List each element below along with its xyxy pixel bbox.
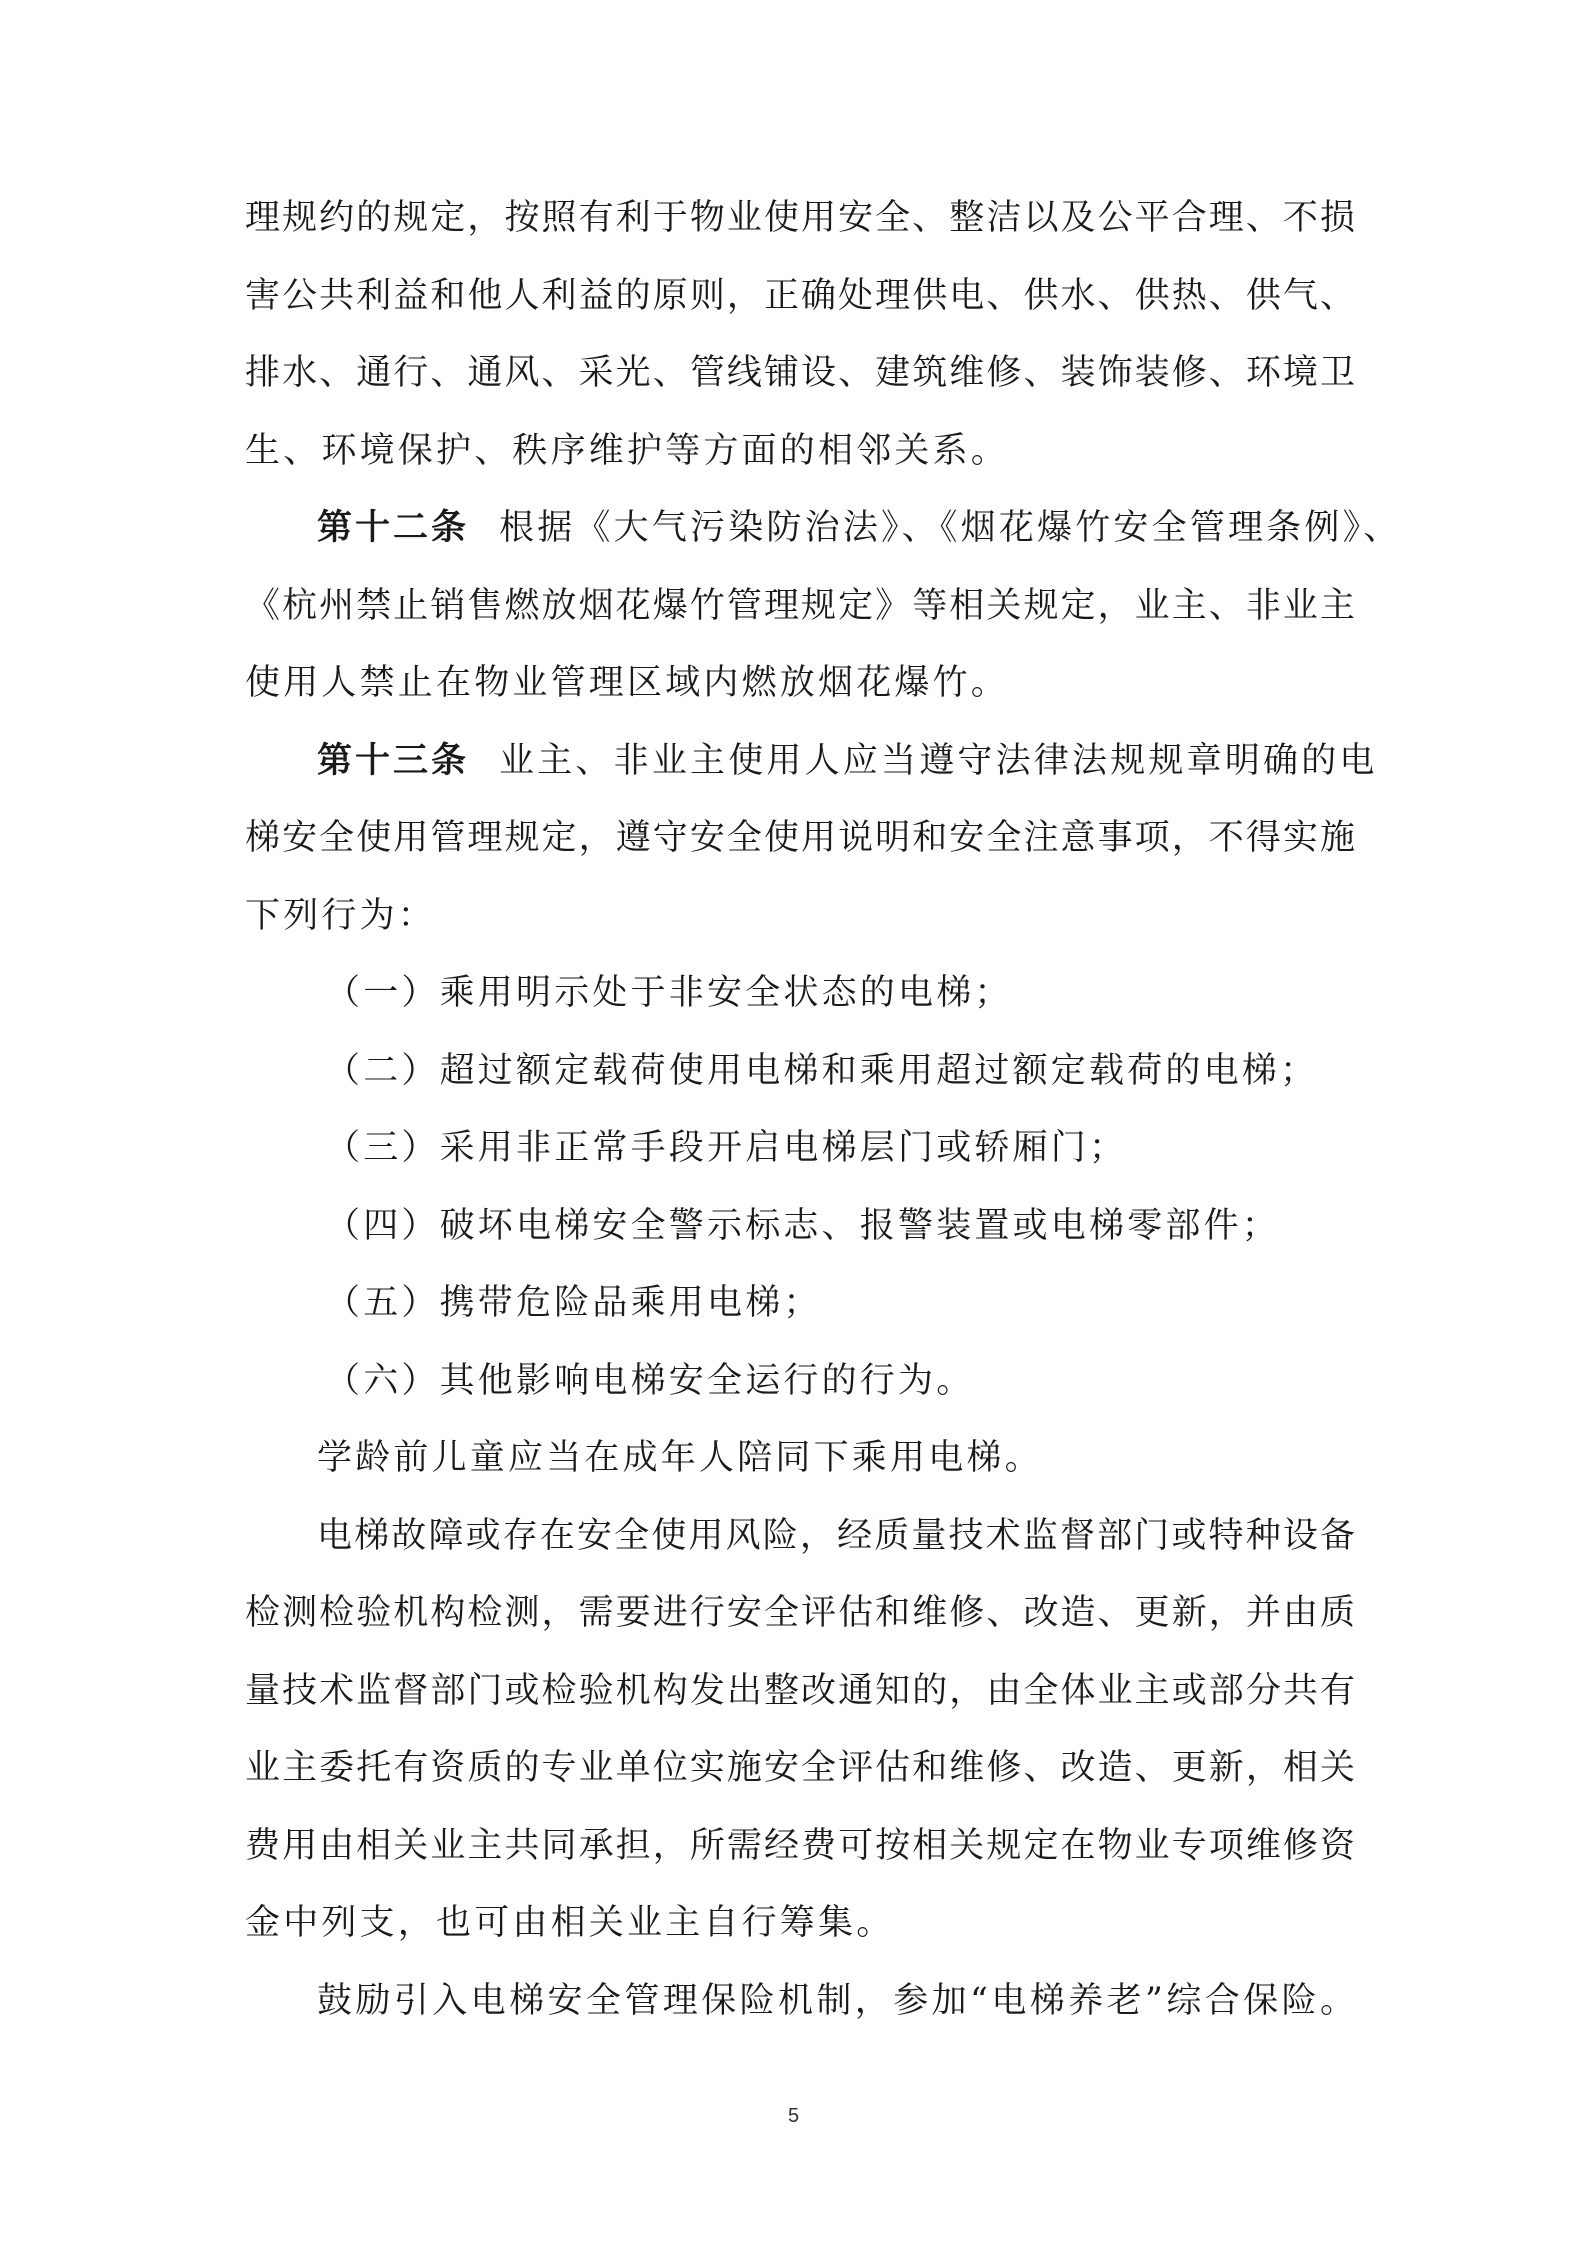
paragraph-line: 理规约的规定，按照有利于物业使用安全、整洁以及公平合理、不损 (245, 198, 1355, 238)
list-item: （四）破坏电梯安全警示标志、报警装置或电梯零部件； (325, 1206, 1281, 1246)
paragraph-line: 金中列支，也可由相关业主自行筹集。 (245, 1903, 895, 1943)
paragraph-line: 生、环境保护、秩序维护等方面的相邻关系。 (245, 431, 1010, 471)
paragraph-line: 梯安全使用管理规定，遵守安全使用说明和安全注意事项，不得实施 (245, 818, 1355, 858)
paragraph-line: 使用人禁止在物业管理区域内燃放烟花爆竹。 (245, 663, 1010, 703)
article-13-heading-line (317, 741, 1378, 781)
paragraph-line: 下列行为： (245, 896, 437, 936)
paragraph-line: 电梯故障或存在安全使用风险，经质量技术监督部门或特种设备 (317, 1516, 1355, 1556)
list-item: （五）携带危险品乘用电梯； (325, 1283, 822, 1323)
paragraph-line: 量技术监督部门或检验机构发出整改通知的，由全体业主或部分共有 (245, 1671, 1355, 1711)
paragraph-line: 排水、通行、通风、采光、管线铺设、建筑维修、装饰装修、环境卫 (245, 353, 1355, 393)
list-item: （二）超过额定载荷使用电梯和乘用超过额定载荷的电梯； (325, 1051, 1319, 1091)
list-item: （六）其他影响电梯安全运行的行为。 (325, 1361, 975, 1401)
article-text: 根据《大气污染防治法》、《烟花爆竹安全管理条例》、 (499, 508, 1402, 548)
paragraph-line: 《杭州禁止销售燃放烟花爆竹管理规定》等相关规定，业主、非业主 (245, 586, 1355, 626)
paragraph-line: 业主委托有资质的专业单位实施安全评估和维修、改造、更新，相关 (245, 1748, 1355, 1788)
paragraph-line: 鼓励引入电梯安全管理保险机制，参加“电梯养老”综合保险。 (317, 1981, 1355, 2021)
paragraph-line: 害公共利益和他人利益的原则，正确处理供电、供水、供热、供气、 (245, 276, 1355, 316)
article-number: 第十二条 (317, 507, 470, 548)
article-number: 第十三条 (317, 740, 470, 781)
list-item: （一）乘用明示处于非安全状态的电梯； (325, 973, 1013, 1013)
page-number: 5 (787, 2105, 800, 2127)
paragraph-line: 费用由相关业主共同承担，所需经费可按相关规定在物业专项维修资 (245, 1826, 1355, 1866)
paragraph-line: 学龄前儿童应当在成年人陪同下乘用电梯。 (317, 1438, 1043, 1478)
paragraph-line: 检测检验机构检测，需要进行安全评估和维修、改造、更新，并由质 (245, 1593, 1355, 1633)
list-item: （三）采用非正常手段开启电梯层门或轿厢门； (325, 1128, 1128, 1168)
article-12-heading-line (317, 508, 1402, 548)
article-text: 业主、非业主使用人应当遵守法律法规规章明确的电 (499, 741, 1378, 781)
